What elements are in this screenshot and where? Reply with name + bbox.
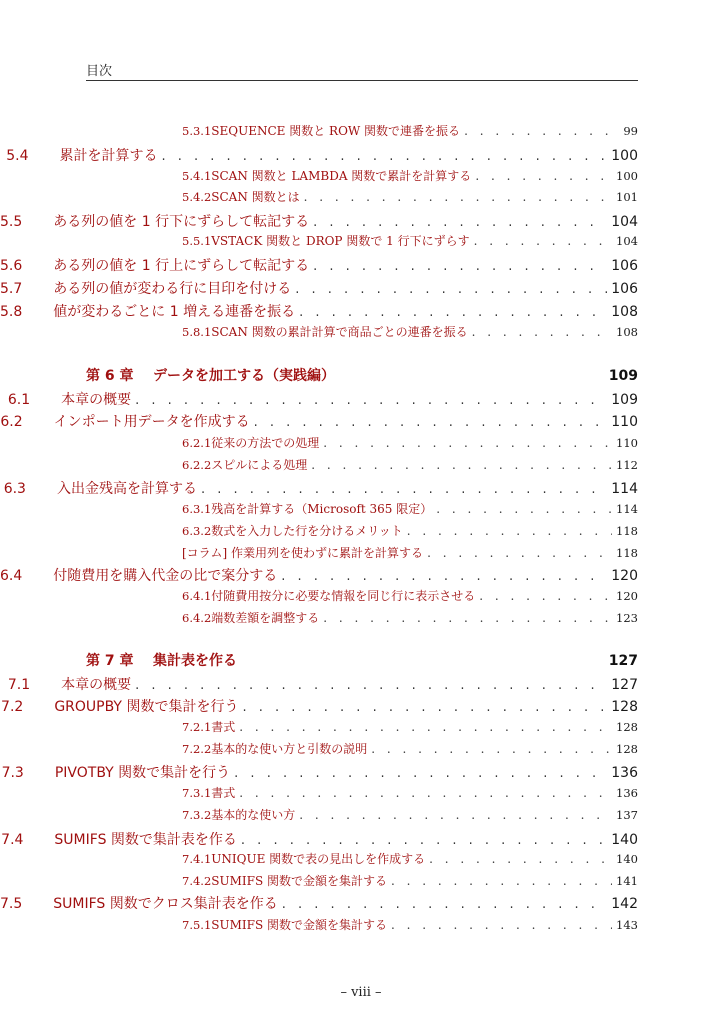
- toc-entry-page: 128: [616, 742, 638, 756]
- toc-entry-title[interactable]: 残高を計算する（Microsoft 365 限定）: [211, 502, 433, 516]
- toc-entry-page: 108: [611, 304, 638, 320]
- dot-leader: [135, 678, 606, 693]
- header-rule: [86, 80, 638, 81]
- toc-entry-page: 118: [616, 524, 638, 538]
- toc-entry-number: 第 6 章: [86, 368, 134, 384]
- toc-entry-title[interactable]: PIVOTBY 関数で集計を行う: [54, 765, 231, 781]
- toc-entry[interactable]: [0, 893, 722, 913]
- toc-entry-number: 6.2.1: [182, 436, 212, 450]
- toc-entry-page: 108: [616, 325, 638, 339]
- running-header: 目次: [86, 64, 113, 79]
- toc-entry-title[interactable]: 集計表を作る: [153, 653, 237, 669]
- toc-entry-page: 104: [611, 214, 638, 230]
- toc-entry[interactable]: [0, 211, 722, 231]
- toc-entry-title[interactable]: SCAN 関数と LAMBDA 関数で累計を計算する: [211, 169, 472, 183]
- toc-entry-number: 5.6: [0, 258, 23, 274]
- dot-leader: [407, 524, 612, 538]
- dot-leader: [299, 305, 607, 320]
- toc-entry-number: 7.2.1: [182, 720, 212, 734]
- toc-entry[interactable]: [0, 323, 722, 343]
- toc-entry-page: 143: [616, 918, 638, 932]
- dot-leader: [239, 720, 612, 734]
- toc-entry-title[interactable]: SUMIFS 関数で集計表を作る: [54, 832, 237, 848]
- toc-entry-title[interactable]: GROUPBY 関数で集計を行う: [54, 699, 239, 715]
- toc-entry-number: 6.2: [0, 414, 23, 430]
- toc-entry-number: 7.3.2: [182, 808, 212, 822]
- dot-leader: [295, 282, 607, 297]
- toc-entry-number: 5.3.1: [182, 124, 212, 138]
- toc-entry-title[interactable]: ある列の値が変わる行に目印を付ける: [53, 281, 292, 297]
- toc-entry[interactable]: [0, 565, 722, 585]
- toc-entry-title[interactable]: 入出金残高を計算する: [56, 481, 197, 497]
- toc-entry-page: 127: [611, 677, 638, 693]
- toc-entry-title[interactable]: 書式: [211, 786, 236, 800]
- toc-entry-number: 6.4: [0, 568, 23, 584]
- toc-entry-number: 5.4.2: [182, 190, 212, 204]
- toc-entry[interactable]: [0, 916, 722, 936]
- toc-entry-title[interactable]: 付随費用按分に必要な情報を同じ行に表示させる: [211, 589, 476, 603]
- toc-entry-title[interactable]: SEQUENCE 関数と ROW 関数で連番を振る: [211, 124, 461, 138]
- toc-entry[interactable]: [0, 829, 722, 849]
- toc-entry-page: 128: [611, 699, 638, 715]
- dot-leader: [254, 415, 608, 430]
- toc-entry-page: 137: [616, 808, 638, 822]
- toc-entry[interactable]: [0, 850, 722, 870]
- toc-entry[interactable]: [0, 674, 722, 694]
- toc-entry-number: 7.4.1: [182, 852, 212, 866]
- toc-entry-title[interactable]: 端数差額を調整する: [211, 611, 320, 625]
- toc-entry-number: 5.7: [0, 281, 23, 297]
- toc-entry-number: 5.8.1: [182, 325, 212, 339]
- dot-leader: [135, 393, 606, 408]
- dot-leader: [475, 169, 612, 183]
- toc-entry-title[interactable]: SUMIFS 関数でクロス集計表を作る: [53, 896, 278, 912]
- dot-leader: [391, 874, 612, 888]
- toc-entry[interactable]: [0, 500, 722, 520]
- toc-entry-page: 112: [616, 458, 638, 472]
- toc-entry-page: 141: [616, 874, 638, 888]
- dot-leader: [201, 482, 607, 497]
- toc-entry-page: 118: [616, 546, 638, 560]
- dot-leader: [313, 215, 607, 230]
- toc-entry[interactable]: [0, 411, 722, 431]
- toc-entry[interactable]: [0, 389, 722, 409]
- dot-leader: [436, 502, 612, 516]
- toc-entry-title[interactable]: SCAN 関数の累計計算で商品ごとの連番を振る: [211, 325, 468, 339]
- dot-leader: [281, 569, 607, 584]
- toc-entry-page: 110: [616, 436, 638, 450]
- toc-entry-page: 127: [608, 653, 638, 669]
- toc-entry-number: 7.3: [1, 765, 24, 781]
- toc-entry-page: 100: [611, 148, 638, 164]
- dot-leader: [464, 124, 619, 138]
- toc-entry[interactable]: [0, 301, 722, 321]
- toc-entry[interactable]: [0, 122, 722, 142]
- toc-entry-title[interactable]: 本章の概要: [61, 677, 132, 693]
- toc-entry-number: 6.3.1: [182, 502, 212, 516]
- toc-entry-page: 104: [616, 234, 638, 248]
- toc-entry-title[interactable]: データを加工する（実践編）: [153, 368, 335, 384]
- toc-entry-number: 7.4.2: [182, 874, 212, 888]
- toc-entry-page: 106: [611, 281, 638, 297]
- dot-leader: [242, 700, 607, 715]
- toc-entry-title[interactable]: 基本的な使い方: [211, 808, 296, 822]
- toc-entry[interactable]: [0, 718, 722, 738]
- toc-entry-page: 136: [616, 786, 638, 800]
- dot-leader: [161, 149, 607, 164]
- dot-leader: [239, 786, 612, 800]
- toc-entry-title[interactable]: インポート用データを作成する: [53, 414, 250, 430]
- toc-entry[interactable]: [0, 255, 722, 275]
- toc-entry-page: 101: [616, 190, 638, 204]
- toc-entry[interactable]: [0, 762, 722, 782]
- toc-entry-number: 7.4: [1, 832, 24, 848]
- toc-entry[interactable]: [0, 609, 722, 629]
- dot-leader: [323, 611, 612, 625]
- toc-entry-title[interactable]: [コラム] 作業用列を使わずに累計を計算する: [182, 546, 424, 560]
- toc-entry-title[interactable]: SCAN 関数とは: [211, 190, 300, 204]
- toc-entry-page: 109: [608, 368, 638, 384]
- toc-entry-title[interactable]: 従来の方法での処理: [211, 436, 320, 450]
- dot-leader: [241, 833, 607, 848]
- toc-entry[interactable]: [0, 587, 722, 607]
- toc-entry[interactable]: [0, 456, 722, 476]
- toc-entry[interactable]: [0, 145, 722, 165]
- toc-entry-number: 第 7 章: [86, 653, 134, 669]
- toc-entry-page: 109: [611, 392, 638, 408]
- toc-entry-number: 6.4.1: [182, 589, 212, 603]
- toc-entry-page: 106: [611, 258, 638, 274]
- toc-entry[interactable]: [0, 522, 722, 542]
- toc-entry-number: 5.8: [0, 304, 23, 320]
- toc-entry-number: 6.3: [3, 481, 26, 497]
- toc-entry-title[interactable]: ある列の値を 1 行下にずらして転記する: [53, 214, 310, 230]
- toc-entry-page: 114: [611, 481, 638, 497]
- toc-entry-number: 5.5: [0, 214, 23, 230]
- toc-entry-number: 5.5.1: [182, 234, 212, 248]
- toc-entry[interactable]: [0, 365, 722, 385]
- toc-entry-page: 123: [616, 611, 638, 625]
- dot-leader: [391, 918, 612, 932]
- toc-entry-title[interactable]: 書式: [211, 720, 236, 734]
- toc-entry-page: 136: [611, 765, 638, 781]
- toc-entry-page: 120: [611, 568, 638, 584]
- toc-entry-title[interactable]: VSTACK 関数と DROP 関数で 1 行下にずらす: [211, 234, 470, 248]
- toc-entry-title[interactable]: 累計を計算する: [59, 148, 158, 164]
- toc-entry[interactable]: [0, 872, 722, 892]
- dot-leader: [313, 259, 607, 274]
- toc-entry-page: 140: [611, 832, 638, 848]
- toc-entry-page: 128: [616, 720, 638, 734]
- toc-entry-title[interactable]: ある列の値を 1 行上にずらして転記する: [53, 258, 310, 274]
- toc-entry-title[interactable]: 基本的な使い方と引数の説明: [211, 742, 368, 756]
- dot-leader: [429, 852, 612, 866]
- toc-entry[interactable]: [0, 434, 722, 454]
- dot-leader: [304, 190, 612, 204]
- toc-entry-number: 7.5: [0, 896, 23, 912]
- toc-entry[interactable]: [0, 650, 722, 670]
- toc-entry[interactable]: [0, 232, 722, 252]
- toc-entry[interactable]: [0, 188, 722, 208]
- toc-entry-title[interactable]: 数式を入力した行を分けるメリット: [211, 524, 403, 538]
- toc-entry[interactable]: [0, 806, 722, 826]
- toc-entry-number: 6.4.2: [182, 611, 212, 625]
- toc-entry-page: 99: [623, 124, 638, 138]
- toc-entry-number: 5.4.1: [182, 169, 212, 183]
- dot-leader: [234, 766, 607, 781]
- toc-entry-title[interactable]: UNIQUE 関数で表の見出しを作成する: [211, 852, 426, 866]
- toc-entry-number: 6.1: [7, 392, 31, 408]
- toc-entry-number: 7.2: [1, 699, 24, 715]
- toc-entry-page: 110: [611, 414, 638, 430]
- dot-leader: [323, 436, 612, 450]
- toc-entry-title[interactable]: SUMIFS 関数で金額を集計する: [211, 874, 387, 888]
- dot-leader: [311, 458, 612, 472]
- dot-leader: [474, 234, 612, 248]
- toc-entry-page: 140: [616, 852, 638, 866]
- toc-entry[interactable]: [0, 544, 722, 564]
- dot-leader: [427, 546, 612, 560]
- toc-entry-title[interactable]: 本章の概要: [61, 392, 132, 408]
- toc-entry-number: 7.5.1: [182, 918, 212, 932]
- toc-entry[interactable]: [0, 167, 722, 187]
- toc-entry-title[interactable]: スピルによる処理: [211, 458, 308, 472]
- toc-entry-number: 7.3.1: [182, 786, 212, 800]
- dot-leader: [371, 742, 612, 756]
- toc-entry-page: 142: [611, 896, 638, 912]
- dot-leader: [479, 589, 612, 603]
- toc-entry-number: 6.3.2: [182, 524, 212, 538]
- toc-entry[interactable]: [0, 278, 722, 298]
- dot-leader: [299, 808, 612, 822]
- toc-entry-page: 120: [616, 589, 638, 603]
- toc-entry-page: 114: [616, 502, 638, 516]
- toc-entry-number: 7.2.2: [182, 742, 212, 756]
- toc-entry-title[interactable]: SUMIFS 関数で金額を集計する: [211, 918, 387, 932]
- toc-entry-page: 100: [616, 169, 638, 183]
- toc-entry-number: 5.4: [6, 148, 29, 164]
- toc-entry-title[interactable]: 値が変わるごとに 1 増える連番を振る: [53, 304, 296, 320]
- toc-entry-number: 7.1: [7, 677, 31, 693]
- toc-entry[interactable]: [0, 740, 722, 760]
- page-number: – viii –: [340, 985, 382, 1000]
- dot-leader: [472, 325, 612, 339]
- toc-entry[interactable]: [0, 478, 722, 498]
- dot-leader: [282, 897, 608, 912]
- toc-entry-title[interactable]: 付随費用を購入代金の比で案分する: [53, 568, 278, 584]
- toc-entry[interactable]: [0, 784, 722, 804]
- toc-entry-number: 6.2.2: [182, 458, 212, 472]
- toc-entry[interactable]: [0, 696, 722, 716]
